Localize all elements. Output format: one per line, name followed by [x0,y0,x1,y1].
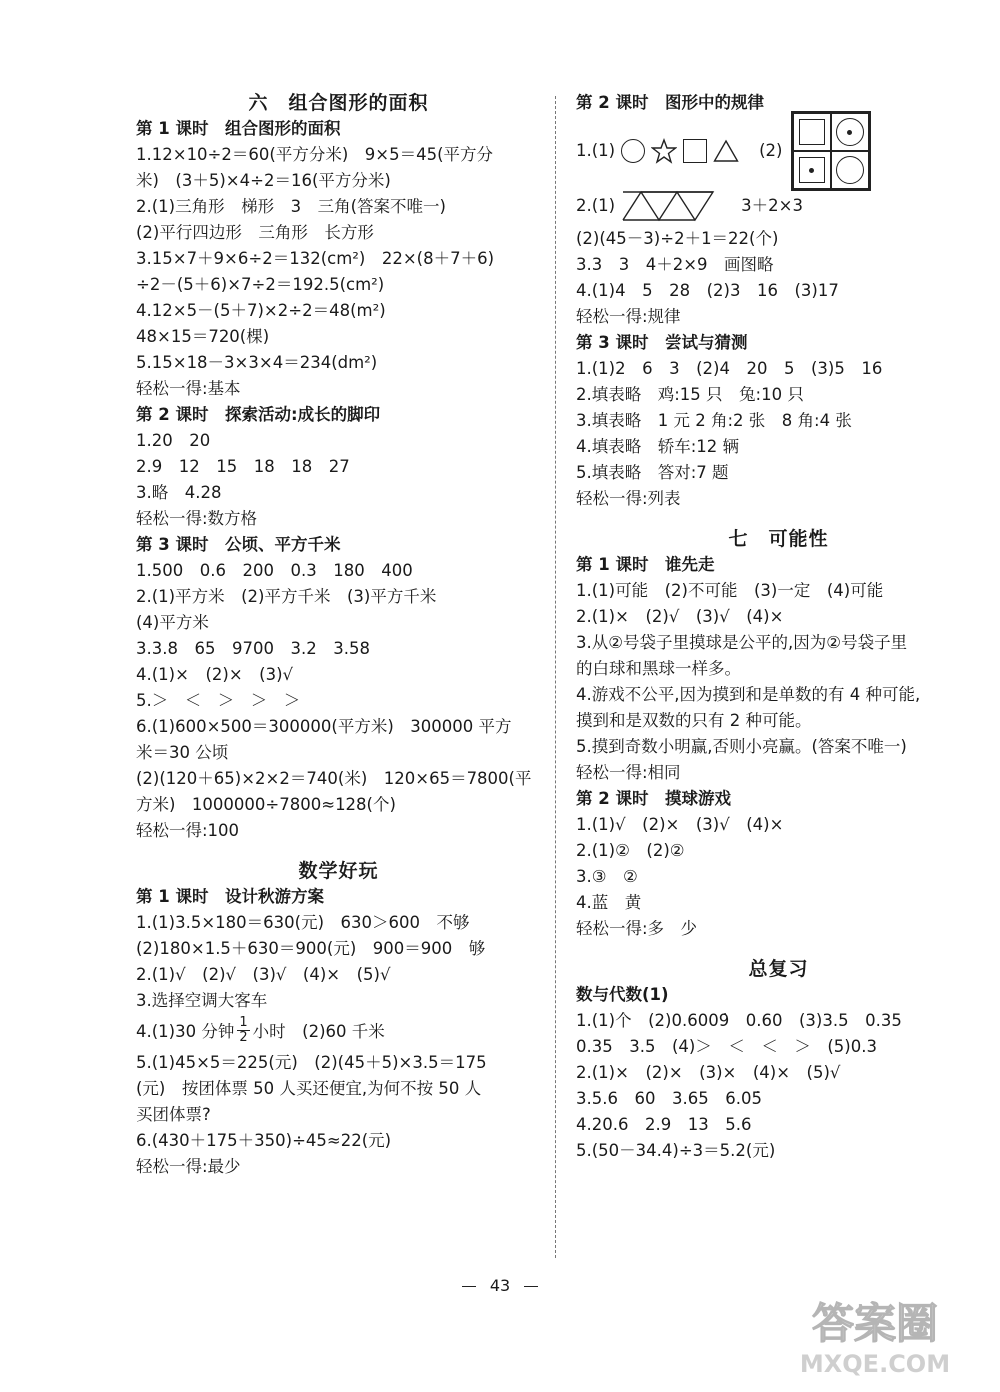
answer-line: 3.3 3 4＋2×9 画图略 [576,255,774,274]
answer-line: 1.500 0.6 200 0.3 180 400 [136,561,413,580]
grid-cell [831,113,869,151]
grid-cell [831,151,869,189]
lesson-heading: 第 1 课时 谁先走 [576,555,715,574]
answer-line: 2.填表略 鸡:15 只 兔:10 只 [576,385,804,404]
grid-cell [793,113,831,151]
answer-line: 3.3.8 65 9700 3.2 3.58 [136,639,370,658]
bonus-line: 轻松一得:100 [136,821,240,840]
lesson-heading: 第 3 课时 公顷、平方千米 [136,535,341,554]
lesson-heading: 第 3 课时 尝试与猜测 [576,333,748,352]
answer-line: (2)平行四边形 三角形 长方形 [136,223,374,242]
answer-text: 小时 (2)60 千米 [252,1022,385,1041]
answer-line: 5.填表略 答对:7 题 [576,463,729,482]
left-column [136,90,541,1180]
answer-text: 3＋2×3 [741,196,803,215]
svg-text:MXQE.COM: MXQE.COM [799,1350,951,1378]
answer-line: (2)(120＋65)×2×2＝740(米) 120×65＝7800(平 [136,769,532,788]
figure-line-triangles [576,186,981,226]
answer-line: 5.(50－34.4)÷3＝5.2(元) [576,1141,776,1160]
fraction-one-half [237,1016,249,1045]
answer-line: 0.35 3.5 (4)＞ ＜ ＜ ＞ (5)0.3 [576,1037,877,1056]
answer-line: (4)平方米 [136,613,209,632]
answer-line: 2.(1)三角形 梯形 3 三角(答案不唯一) [136,197,446,216]
answer-line: 3.③ ② [576,867,638,886]
answer-line-fraction [136,1014,541,1050]
answer-line: (2)180×1.5＋630＝900(元) 900＝900 够 [136,939,486,958]
lesson-heading: 第 2 课时 图形中的规律 [576,93,764,112]
answer-line: 4.填表略 轿车:12 辆 [576,437,740,456]
answer-line: ÷2－(5＋6)×7÷2＝192.5(cm²) [136,275,385,294]
answer-line: 米＝30 公顷 [136,743,229,762]
bonus-line: 轻松一得:规律 [576,307,681,326]
circle-dot-icon [836,118,864,146]
fraction-denominator: 2 [239,1030,248,1045]
column-divider [555,96,556,1258]
answer-line: 4.20.6 2.9 13 5.6 [576,1115,752,1134]
answer-line: 3.填表略 1 元 2 角:2 张 8 角:4 张 [576,411,852,430]
answer-line: 2.(1)② (2)② [576,841,685,860]
circle-icon [621,139,645,163]
answer-line: 5.15×18－3×3×4＝234(dm²) [136,353,378,372]
square-icon [683,139,707,163]
triangle-row-icon [621,190,721,222]
answer-line: 1.(1)√ (2)× (3)√ (4)× [576,815,784,834]
answer-line: 6.(430＋175＋350)÷45≈22(元) [136,1131,392,1150]
answer-line: 3.略 4.28 [136,483,222,502]
lesson-heading: 第 2 课时 探索活动:成长的脚印 [136,405,381,424]
answer-text: 1.(1) [576,141,616,160]
answer-line: 1.(1)可能 (2)不可能 (3)一定 (4)可能 [576,581,884,600]
answer-line: 5.(1)45×5＝225(元) (2)(45＋5)×3.5＝175 [136,1053,487,1072]
answer-line: 2.(1)× (2)√ (3)√ (4)× [576,607,784,626]
answer-text: (2) [759,141,783,160]
answer-text: 2.(1) [576,196,616,215]
answer-text: 4.(1)30 分钟 [136,1022,235,1041]
answer-line: 2.(1)平方米 (2)平方千米 (3)平方千米 [136,587,437,606]
answer-line: 方米) 1000000÷7800≈128(个) [136,795,396,814]
page-number-text: 43 [489,1276,511,1295]
bonus-line: 轻松一得:相同 [576,763,681,782]
answer-line: 3.15×7＋9×6÷2＝132(cm²) 22×(8＋7＋6) [136,249,495,268]
answer-line: 6.(1)600×500＝300000(平方米) 300000 平方 [136,717,512,736]
answer-line: 3.选择空调大客车 [136,991,268,1010]
answer-line: (元) 按团体票 50 人买还便宜,为何不按 50 人 [136,1079,482,1098]
answer-line: 4.12×5－(5＋7)×2÷2＝48(m²) [136,301,386,320]
figure-line-shapes [576,116,981,186]
answer-line: 的白球和黑球一样多。 [576,659,741,678]
answer-line: 48×15＝720(棵) [136,327,270,346]
answer-line: 4.蓝 黄 [576,893,642,912]
answer-line: 4.游戏不公平,因为摸到和是单数的有 4 种可能, [576,685,921,704]
grid-cell [793,151,831,189]
bonus-line: 轻松一得:最少 [136,1157,241,1176]
section-title: 总复习 [748,958,809,980]
fraction-numerator: 1 [239,1015,248,1030]
lesson-heading: 第 1 课时 设计秋游方案 [136,887,324,906]
answer-line: 1.12×10÷2＝60(平方分米) 9×5＝45(平方分 [136,145,494,164]
answer-line: 4.(1)4 5 28 (2)3 16 (3)17 [576,281,839,300]
square-icon [799,119,825,145]
bonus-line: 轻松一得:基本 [136,379,241,398]
section-title: 数学好玩 [298,860,379,882]
answer-line: 2.(1)× (2)× (3)× (4)× (5)√ [576,1063,841,1082]
answer-line: 1.(1)2 6 3 (2)4 20 5 (3)5 16 [576,359,883,378]
answer-line: 3.从②号袋子里摸球是公平的,因为②号袋子里 [576,633,908,652]
triangle-icon [713,139,739,163]
answer-line: 买团体票? [136,1105,211,1124]
section-title: 六 组合图形的面积 [248,92,429,114]
answer-line: 1.(1)个 (2)0.6009̇ 0.60 (3)3.5 0.35 [576,1011,902,1030]
section-title: 七 可能性 [728,528,829,550]
star-icon [651,138,677,164]
bonus-line: 轻松一得:多 少 [576,919,698,938]
answer-line: 1.(1)3.5×180＝630(元) 630＞600 不够 [136,913,470,932]
bonus-line: 轻松一得:列表 [576,489,681,508]
svg-text:答案圈: 答案圈 [811,1299,939,1348]
lesson-heading: 第 1 课时 组合图形的面积 [136,119,341,138]
answer-line: 1.20 20 [136,431,211,450]
answer-line: 摸到和是双数的只有 2 种可能。 [576,711,812,730]
bonus-line: 轻松一得:数方格 [136,509,258,528]
circle-icon [836,156,864,184]
square-dot-icon [799,157,825,183]
watermark-logo [790,1280,960,1380]
answer-line: 3.5.6 60 3.65 6.05̇ [576,1089,762,1108]
answer-line: 2.9 12 15 18 18 27 [136,457,350,476]
lesson-heading: 第 2 课时 摸球游戏 [576,789,731,808]
pattern-grid-figure [791,111,871,191]
answer-line: (2)(45－3)÷2＋1＝22(个) [576,229,779,248]
answer-line: 4.(1)× (2)× (3)√ [136,665,294,684]
right-column [576,90,981,1164]
answer-line: 5.＞ ＜ ＞ ＞ ＞ [136,691,301,710]
answer-line: 2.(1)√ (2)√ (3)√ (4)× (5)√ [136,965,391,984]
answer-line: 5.摸到奇数小明赢,否则小亮赢。(答案不唯一) [576,737,907,756]
lesson-heading: 数与代数(1) [576,985,669,1004]
answer-line: 米) (3＋5)×4÷2＝16(平方分米) [136,171,391,190]
